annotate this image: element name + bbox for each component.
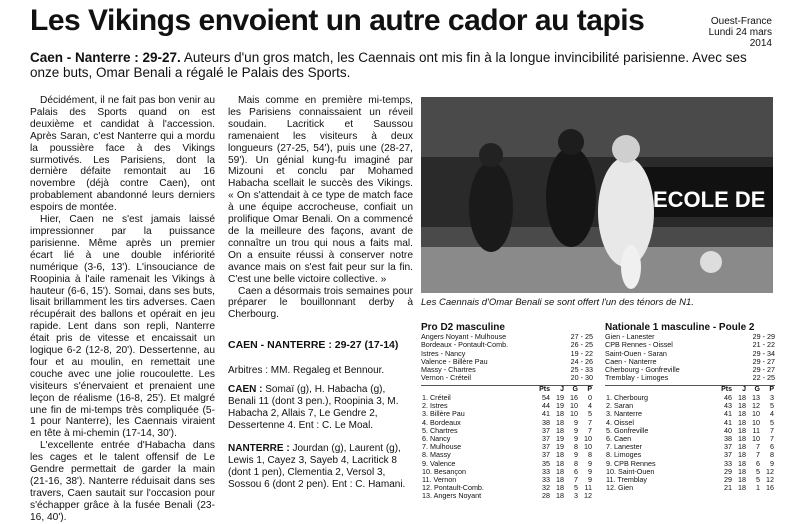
result-match: Massy - Chartres <box>421 365 476 375</box>
stat-cell: 12 <box>766 475 774 485</box>
stat-cell: 18 <box>738 409 746 419</box>
result-match: CPB Rennes - Oissel <box>605 340 673 350</box>
stat-cell: 35 <box>542 458 550 468</box>
stat-cell: 37 <box>542 450 550 460</box>
stat-cell: 46 <box>724 392 732 402</box>
stat-cell: 28 <box>542 491 550 501</box>
d2-section <box>421 322 593 501</box>
stat-cell: 18 <box>738 466 746 476</box>
col-header: P <box>587 385 592 393</box>
team-name: 8. Massy <box>422 450 451 460</box>
photo-sign: ECOLE DE <box>653 187 766 212</box>
result-match: Cherbourg - Gonfreville <box>605 365 680 375</box>
stat-cell: 18 <box>556 409 564 419</box>
n1-section <box>605 322 775 492</box>
stat-cell: 5 <box>770 417 774 427</box>
stat-cell: 18 <box>556 458 564 468</box>
stat-cell: 41 <box>542 409 550 419</box>
stat-cell: 37 <box>542 434 550 443</box>
stat-cell: 29 <box>724 475 732 485</box>
col-header: G <box>754 385 760 393</box>
box-title: CAEN - NANTERRE : 29-27 (17-14) <box>228 339 399 351</box>
result-score: 22 - 25 <box>752 373 775 383</box>
stat-cell: 5 <box>574 483 578 493</box>
d2-title: Pro D2 masculine <box>421 322 505 333</box>
result-row <box>421 374 593 382</box>
stat-cell: 18 <box>556 483 564 493</box>
stat-cell: 54 <box>542 392 550 402</box>
stat-cell: 19 <box>556 434 564 443</box>
result-score: 29 - 27 <box>752 365 775 375</box>
team-name: 12. Gien <box>606 483 634 493</box>
result-match: Istres - Nancy <box>421 348 466 358</box>
stat-cell: 10 <box>752 409 760 419</box>
stat-cell: 18 <box>738 450 746 460</box>
stat-cell: 11 <box>584 483 592 493</box>
team-name: 4. Bordeaux <box>422 417 461 427</box>
result-match: Saint-Ouen - Saran <box>605 348 667 358</box>
stat-cell: 7 <box>770 425 774 435</box>
team-name: 8. Limoges <box>606 450 642 460</box>
stat-cell: 10 <box>752 434 760 443</box>
headline: Les Vikings envoient un autre cador au tapis <box>30 4 645 37</box>
result-match: Valence - Billère Pau <box>421 356 488 366</box>
team-name: 9. Valence <box>422 458 456 468</box>
stat-cell: 4 <box>588 401 592 411</box>
stat-cell: 8 <box>770 450 774 460</box>
stat-cell: 10 <box>570 409 578 419</box>
stat-cell: 5 <box>588 409 592 419</box>
stat-cell: 18 <box>738 425 746 435</box>
stat-cell: 41 <box>724 417 732 427</box>
n1-title: Nationale 1 masculine - Poule 2 <box>605 322 755 333</box>
stat-cell: 29 <box>724 466 732 476</box>
team-name: 13. Angers Noyant <box>422 491 482 501</box>
stat-cell: 12 <box>752 401 760 411</box>
stat-cell: 16 <box>766 483 774 493</box>
team-name: 11. Tremblay <box>606 475 648 485</box>
stat-cell: 18 <box>556 417 564 427</box>
stat-cell: 7 <box>588 417 592 427</box>
result-score: 27 - 25 <box>570 332 593 341</box>
stat-cell: 18 <box>556 491 564 501</box>
result-match: Vernon - Créteil <box>421 373 471 383</box>
referees: Arbitres : MM. Regaleg et Bennour. <box>228 365 385 376</box>
result-score: 20 - 30 <box>570 373 593 383</box>
stat-cell: 18 <box>738 475 746 485</box>
table-row <box>605 484 775 492</box>
stat-cell: 21 <box>724 483 732 493</box>
stat-cell: 12 <box>766 466 774 476</box>
stat-cell: 10 <box>584 442 592 452</box>
stat-cell: 37 <box>542 425 550 435</box>
col-header: Pts <box>539 385 550 393</box>
paragraph: Décidément, il ne fait pas bon venir au Palais des Sports quand on est deuxième et candidat à l'accession. Après Saran, c'est Nanterre qui a mordu la poussière face à des Vikings surmotivés. Les Parisiens, dont la dernière défaite remontait au 16 novembre (déjà contre Caen), ont probablement abandonné leurs derniers espoirs de montée. <box>30 95 215 214</box>
newspaper-name: Ouest-France <box>710 16 772 27</box>
result-match: Gien - Lanester <box>605 332 655 341</box>
stat-cell: 11 <box>752 425 760 435</box>
stat-cell: 18 <box>738 417 746 427</box>
team-name: 3. Billère Pau <box>422 409 465 419</box>
result-match: Angers Noyant - Mulhouse <box>421 332 507 341</box>
stat-cell: 9 <box>574 425 578 435</box>
stat-cell: 1 <box>756 483 760 493</box>
stat-cell: 18 <box>738 483 746 493</box>
result-score: 25 - 33 <box>570 365 593 375</box>
n1-standings-table <box>605 385 775 493</box>
stat-cell: 9 <box>574 417 578 427</box>
photo-caption: Les Caennais d'Omar Benali se sont offert l'un des ténors de N1. <box>421 297 694 308</box>
lead-score: Caen - Nanterre : 29-27. <box>30 50 181 65</box>
stat-cell: 6 <box>756 458 760 468</box>
team-name: 4. Oissel <box>606 417 634 427</box>
publication-date: Lundi 24 mars 2014 <box>708 27 772 49</box>
stat-cell: 37 <box>542 442 550 452</box>
stat-cell: 43 <box>724 401 732 411</box>
stat-cell: 18 <box>738 392 746 402</box>
paragraph: Mais comme en première mi-temps, les Parisiens connaissaient un réveil soudain. Lacritick et Saussou ramenaient les visiteurs à deux longueurs (27-25, 54'), puis une (28-27, 59'). Un génial kung-fu imaginé par Mizouni et conclu par Mohamed Habacha scellait le succès des Vikings. « On s'attendait à ce type de match face à une équipe accrocheuse, confiait un prolifique Omar Benali. On a commencé de la meilleure des façons, avant de connaître un trou qui nous a faits mal. On a ensuite réussi à conserver notre avance mais on s'est fait peur sur la fin. C'est une belle victoire collective. » <box>228 95 413 285</box>
col-header: G <box>572 385 578 393</box>
stat-cell: 10 <box>584 434 592 443</box>
result-score: 29 - 29 <box>752 332 775 341</box>
paragraph: Caen a désormais trois semaines pour préparer le bouillonnant derby à Cherbourg. <box>228 285 413 321</box>
article-column-2 <box>228 95 413 321</box>
stat-cell: 7 <box>770 434 774 443</box>
stat-cell: 9 <box>574 450 578 460</box>
result-match: Bordeaux - Pontault-Comb. <box>421 340 509 350</box>
stat-cell: 6 <box>770 442 774 452</box>
col-header: P <box>769 385 774 393</box>
team-name: 3. Nanterre <box>606 409 642 419</box>
stat-cell: 7 <box>756 450 760 460</box>
caen-lineup <box>228 384 413 432</box>
stat-cell: 18 <box>556 450 564 460</box>
stat-cell: 37 <box>724 442 732 452</box>
team-name: 1. Créteil <box>422 392 451 402</box>
team-name: 1. Cherbourg <box>606 392 648 402</box>
stat-cell: 44 <box>542 401 550 411</box>
team-name: 2. Istres <box>422 401 448 411</box>
result-row <box>605 374 775 382</box>
team-name: 5. Gonfreville <box>606 425 649 435</box>
stat-cell: 5 <box>770 401 774 411</box>
caen-players: Somaï (g), H. Habacha (g), Benali 11 (dont 3 pen.), Roopinia 3, M. Habacha 2, Allais 7, Le Gendre 2, Dessertenne 4. Ent : C. Le Moal. <box>228 384 399 431</box>
stat-cell: 7 <box>588 425 592 435</box>
stat-cell: 37 <box>724 450 732 460</box>
team-name: 2. Saran <box>606 401 634 411</box>
stat-cell: 4 <box>770 409 774 419</box>
nanterre-lineup <box>228 443 413 491</box>
result-score: 26 - 25 <box>570 340 593 350</box>
result-match: Caen - Nanterre <box>605 356 657 366</box>
paragraph: Hier, Caen ne s'est jamais laissé impressionner par la puissance parisienne. Même après un premier écart lié à une double infériorité numérique (3-6, 13'). L'insouciance de Roopinia à l'aile ramenait les Vikings à hauteur (6-6, 15'). Somai, dans ses buts, lisait brillamment les tirs adverses. Caen récupérait des ballons et opérait en jeu rapide. Lent dans son repli, Nanterre était pris de vitesse et encaissait un logique 6-2 (12-8, 20'). Dessertenne, au four et au moulin, en remettait une couche avec une jolie roucoulette. Les visiteurs s'énervaient et prenaient une leçon de réalisme (16-8, 25'). Et malgré une fin de mi-temps très compliquée (5-1 pour Nanterre), les Caennais viraient en tête à mi-chemin (17-14, 30'). <box>30 214 215 440</box>
stat-cell: 5 <box>756 466 760 476</box>
stat-cell: 18 <box>738 401 746 411</box>
stat-cell: 9 <box>770 458 774 468</box>
stat-cell: 18 <box>556 466 564 476</box>
stat-cell: 9 <box>574 434 578 443</box>
team-name: 10. Saint-Ouen <box>606 466 655 476</box>
stat-cell: 18 <box>738 442 746 452</box>
source-info <box>690 16 772 49</box>
article-column-1 <box>30 95 215 524</box>
stat-cell: 41 <box>724 409 732 419</box>
team-name: 6. Nancy <box>422 434 451 443</box>
stat-cell: 18 <box>738 434 746 443</box>
lead-paragraph <box>30 50 775 80</box>
result-score: 24 - 26 <box>570 356 593 366</box>
stat-cell: 13 <box>752 392 760 402</box>
stat-cell: 7 <box>574 475 578 485</box>
table-row <box>421 492 593 500</box>
stat-cell: 9 <box>588 475 592 485</box>
stat-cell: 0 <box>588 392 592 402</box>
stat-cell: 18 <box>556 425 564 435</box>
nanterre-label: NANTERRE : <box>228 443 290 454</box>
stat-cell: 33 <box>542 466 550 476</box>
nanterre-players: Jourdan (g), Laurent (g), Lewis 1, Cayez 3, Sayeb 4, Lacritick 8 (dont 1 pen), Clementia 2, Versol 3, Sossou 6 (dont 2 pen). Ent : C. Hamani. <box>228 443 406 490</box>
caen-label: CAEN : <box>228 384 263 395</box>
stat-cell: 7 <box>756 442 760 452</box>
stat-cell: 3 <box>574 491 578 501</box>
d2-results <box>421 333 593 383</box>
stat-cell: 6 <box>574 466 578 476</box>
col-header: J <box>560 385 564 393</box>
stat-cell: 3 <box>770 392 774 402</box>
team-name: 12. Pontault-Comb. <box>422 483 484 493</box>
stat-cell: 40 <box>724 425 732 435</box>
stat-cell: 18 <box>556 475 564 485</box>
result-score: 19 - 22 <box>570 348 593 358</box>
team-name: 5. Chartres <box>422 425 458 435</box>
lead-text: Auteurs d'un gros match, les Caennais ont mis fin à la longue invincibilité parisienne. Avec ses onze buts, Omar Benali a régalé le Palais des Sports. <box>30 50 747 80</box>
col-header: Pts <box>721 385 732 393</box>
result-match: Tremblay - Limoges <box>605 373 669 383</box>
paragraph: L'excellente entrée d'Habacha dans les cages et le talent offensif de Le Gendre permettait de garder la main (21-16, 38'). Nanterre réduisait dans ses travers, Caen sautait sur l'occasion pour s'échapper grâce à la fusée Benali (23-16, 40'). <box>30 440 215 523</box>
team-name: 6. Caen <box>606 434 632 443</box>
stat-cell: 5 <box>756 475 760 485</box>
team-name: 7. Mulhouse <box>422 442 462 452</box>
stat-cell: 8 <box>574 442 578 452</box>
stat-cell: 9 <box>588 458 592 468</box>
stat-cell: 8 <box>588 450 592 460</box>
stat-cell: 8 <box>574 458 578 468</box>
stat-cell: 16 <box>570 392 578 402</box>
match-photo <box>421 97 773 293</box>
stat-cell: 38 <box>724 434 732 443</box>
team-name: 9. CPB Rennes <box>606 458 656 468</box>
stat-cell: 38 <box>542 417 550 427</box>
stat-cell: 10 <box>752 417 760 427</box>
stat-cell: 18 <box>738 458 746 468</box>
team-name: 7. Lanester <box>606 442 642 452</box>
result-score: 21 - 22 <box>752 340 775 350</box>
n1-results <box>605 333 775 383</box>
stat-cell: 10 <box>570 401 578 411</box>
stat-cell: 32 <box>542 483 550 493</box>
col-header: J <box>742 385 746 393</box>
stat-cell: 33 <box>724 458 732 468</box>
stat-cell: 12 <box>584 491 592 501</box>
result-score: 29 - 34 <box>752 348 775 358</box>
team-name: 10. Besançon <box>422 466 466 476</box>
stat-cell: 9 <box>588 466 592 476</box>
stat-cell: 19 <box>556 392 564 402</box>
team-name: 11. Vernon <box>422 475 457 485</box>
d2-standings-table <box>421 385 593 501</box>
stat-cell: 19 <box>556 442 564 452</box>
stat-cell: 33 <box>542 475 550 485</box>
result-score: 29 - 27 <box>752 356 775 366</box>
stat-cell: 19 <box>556 401 564 411</box>
